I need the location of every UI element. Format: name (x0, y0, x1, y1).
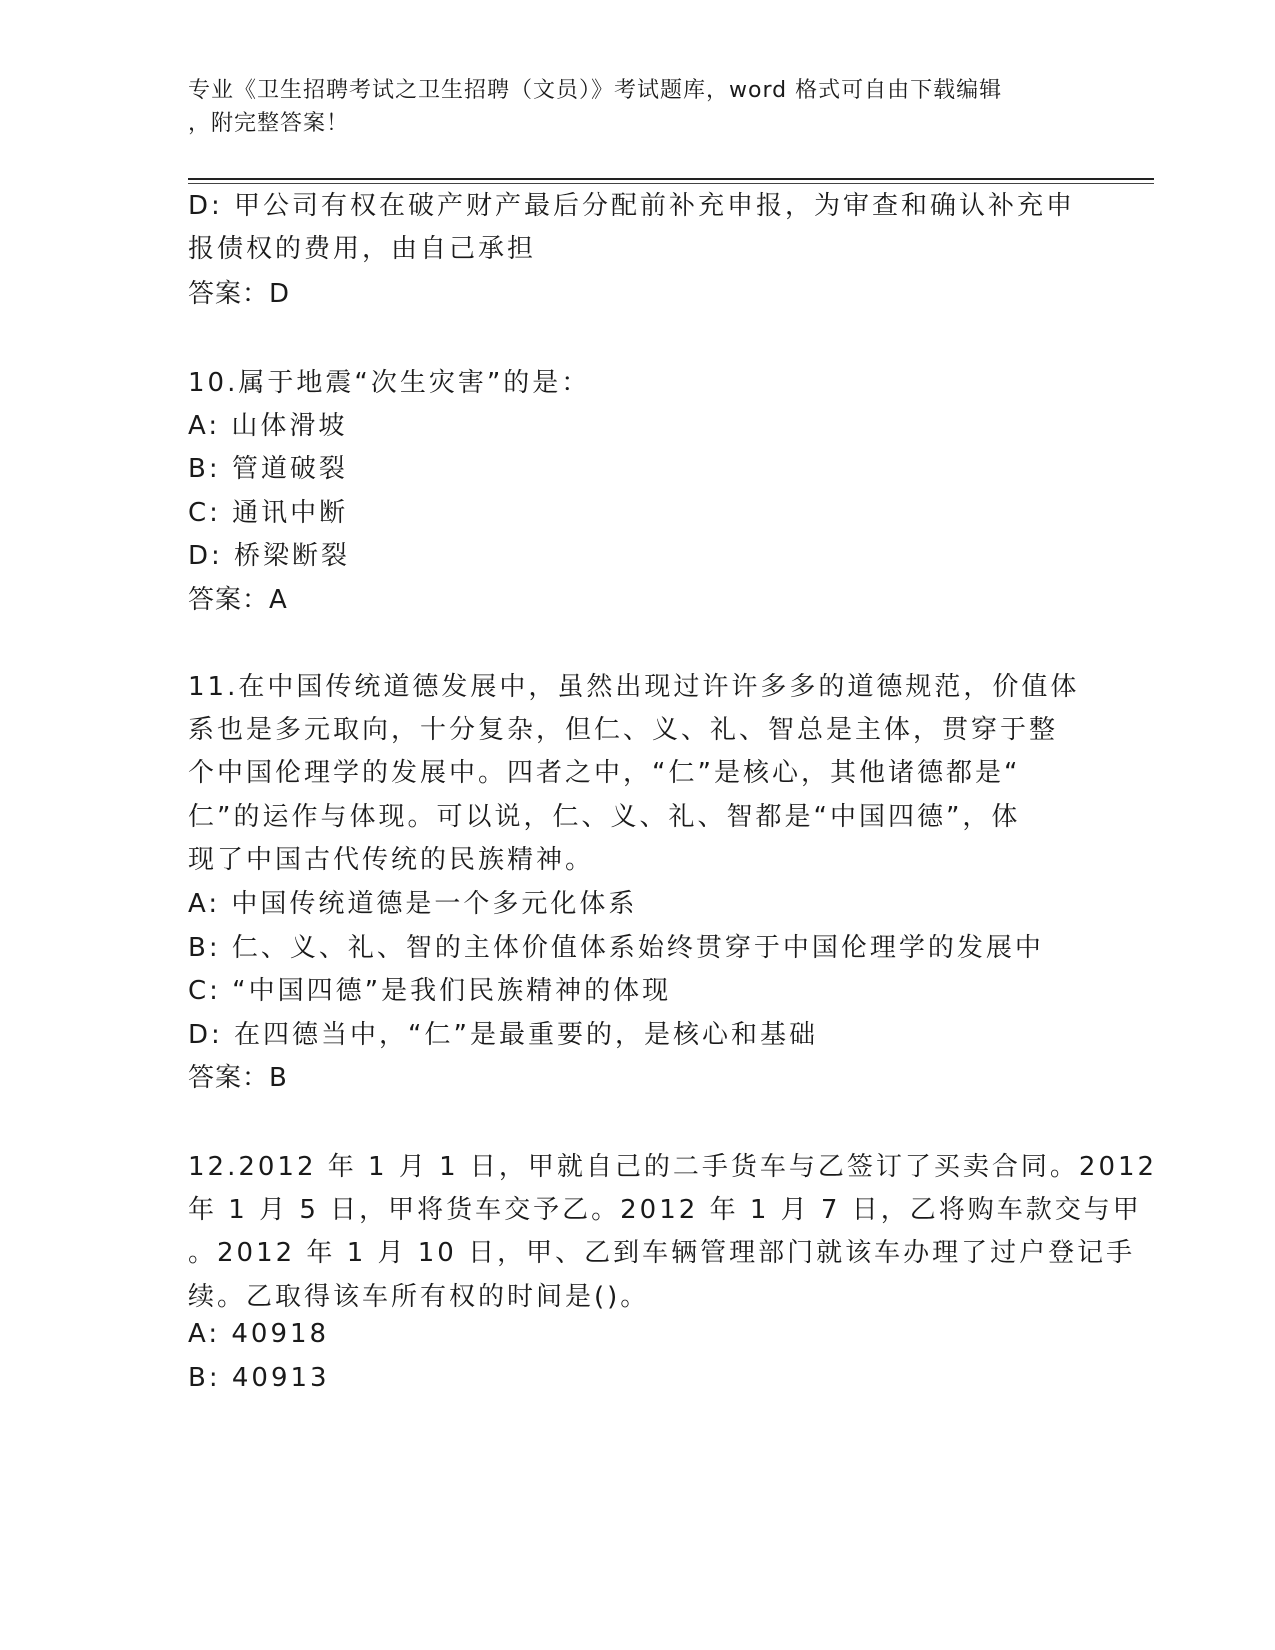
q9-option-d-line-1: D: 甲公司有权在破产财产最后分配前补充申报，为审查和确认补充申 (188, 191, 1076, 221)
q12-stem-line-1: 12.2012 年 1 月 1 日，甲就自己的二手货车与乙签订了买卖合同。2012 (188, 1152, 1158, 1182)
header-divider-thin (188, 183, 1154, 184)
q11-stem-line-1: 11.在中国传统道德发展中，虽然出现过许许多多的道德规范，价值体 (188, 672, 1080, 702)
q12-option-a: A: 40918 (188, 1319, 330, 1349)
q11-option-a: A: 中国传统道德是一个多元化体系 (188, 889, 638, 919)
q10-option-b: B: 管道破裂 (188, 454, 348, 484)
q11-stem-line-5: 现了中国古代传统的民族精神。 (188, 845, 595, 875)
q10-stem: 10.属于地震“次生灾害”的是： (188, 368, 591, 398)
q11-stem-line-3: 个中国伦理学的发展中。四者之中，“仁”是核心，其他诸德都是“ (188, 758, 1021, 788)
q12-option-b: B: 40913 (188, 1363, 330, 1393)
header-line-1: 专业《卫生招聘考试之卫生招聘（文员）》考试题库，word 格式可自由下载编辑 (188, 78, 1003, 103)
q10-answer: 答案：A (188, 585, 288, 615)
q11-option-b: B: 仁、义、礼、智的主体价值体系始终贯穿于中国伦理学的发展中 (188, 933, 1044, 963)
q12-stem-line-3: 。2012 年 1 月 10 日，甲、乙到车辆管理部门就该车办理了过户登记手 (188, 1238, 1136, 1268)
q11-answer: 答案：B (188, 1063, 288, 1093)
q10-option-a: A: 山体滑坡 (188, 411, 348, 441)
header-line-2: ，附完整答案！ (188, 111, 350, 136)
document-header (188, 74, 1088, 140)
q11-option-c: C: “中国四德”是我们民族精神的体现 (188, 976, 672, 1006)
q12-stem-line-4: 续。乙取得该车所有权的时间是()。 (188, 1282, 650, 1312)
q9-option-d-line-2: 报债权的费用，由自己承担 (188, 234, 537, 264)
q11-stem-line-4: 仁”的运作与体现。可以说，仁、义、礼、智都是“中国四德”，体 (188, 802, 1021, 832)
q11-option-d: D: 在四德当中，“仁”是最重要的，是核心和基础 (188, 1020, 818, 1050)
q9-answer: 答案：D (188, 279, 291, 309)
header-divider-thick (188, 178, 1154, 180)
q12-stem-line-2: 年 1 月 5 日，甲将货车交予乙。2012 年 1 月 7 日，乙将购车款交与甲 (188, 1195, 1142, 1225)
q11-stem-line-2: 系也是多元取向，十分复杂，但仁、义、礼、智总是主体，贯穿于整 (188, 715, 1059, 745)
q10-option-d: D: 桥梁断裂 (188, 541, 351, 571)
q10-option-c: C: 通讯中断 (188, 498, 349, 528)
